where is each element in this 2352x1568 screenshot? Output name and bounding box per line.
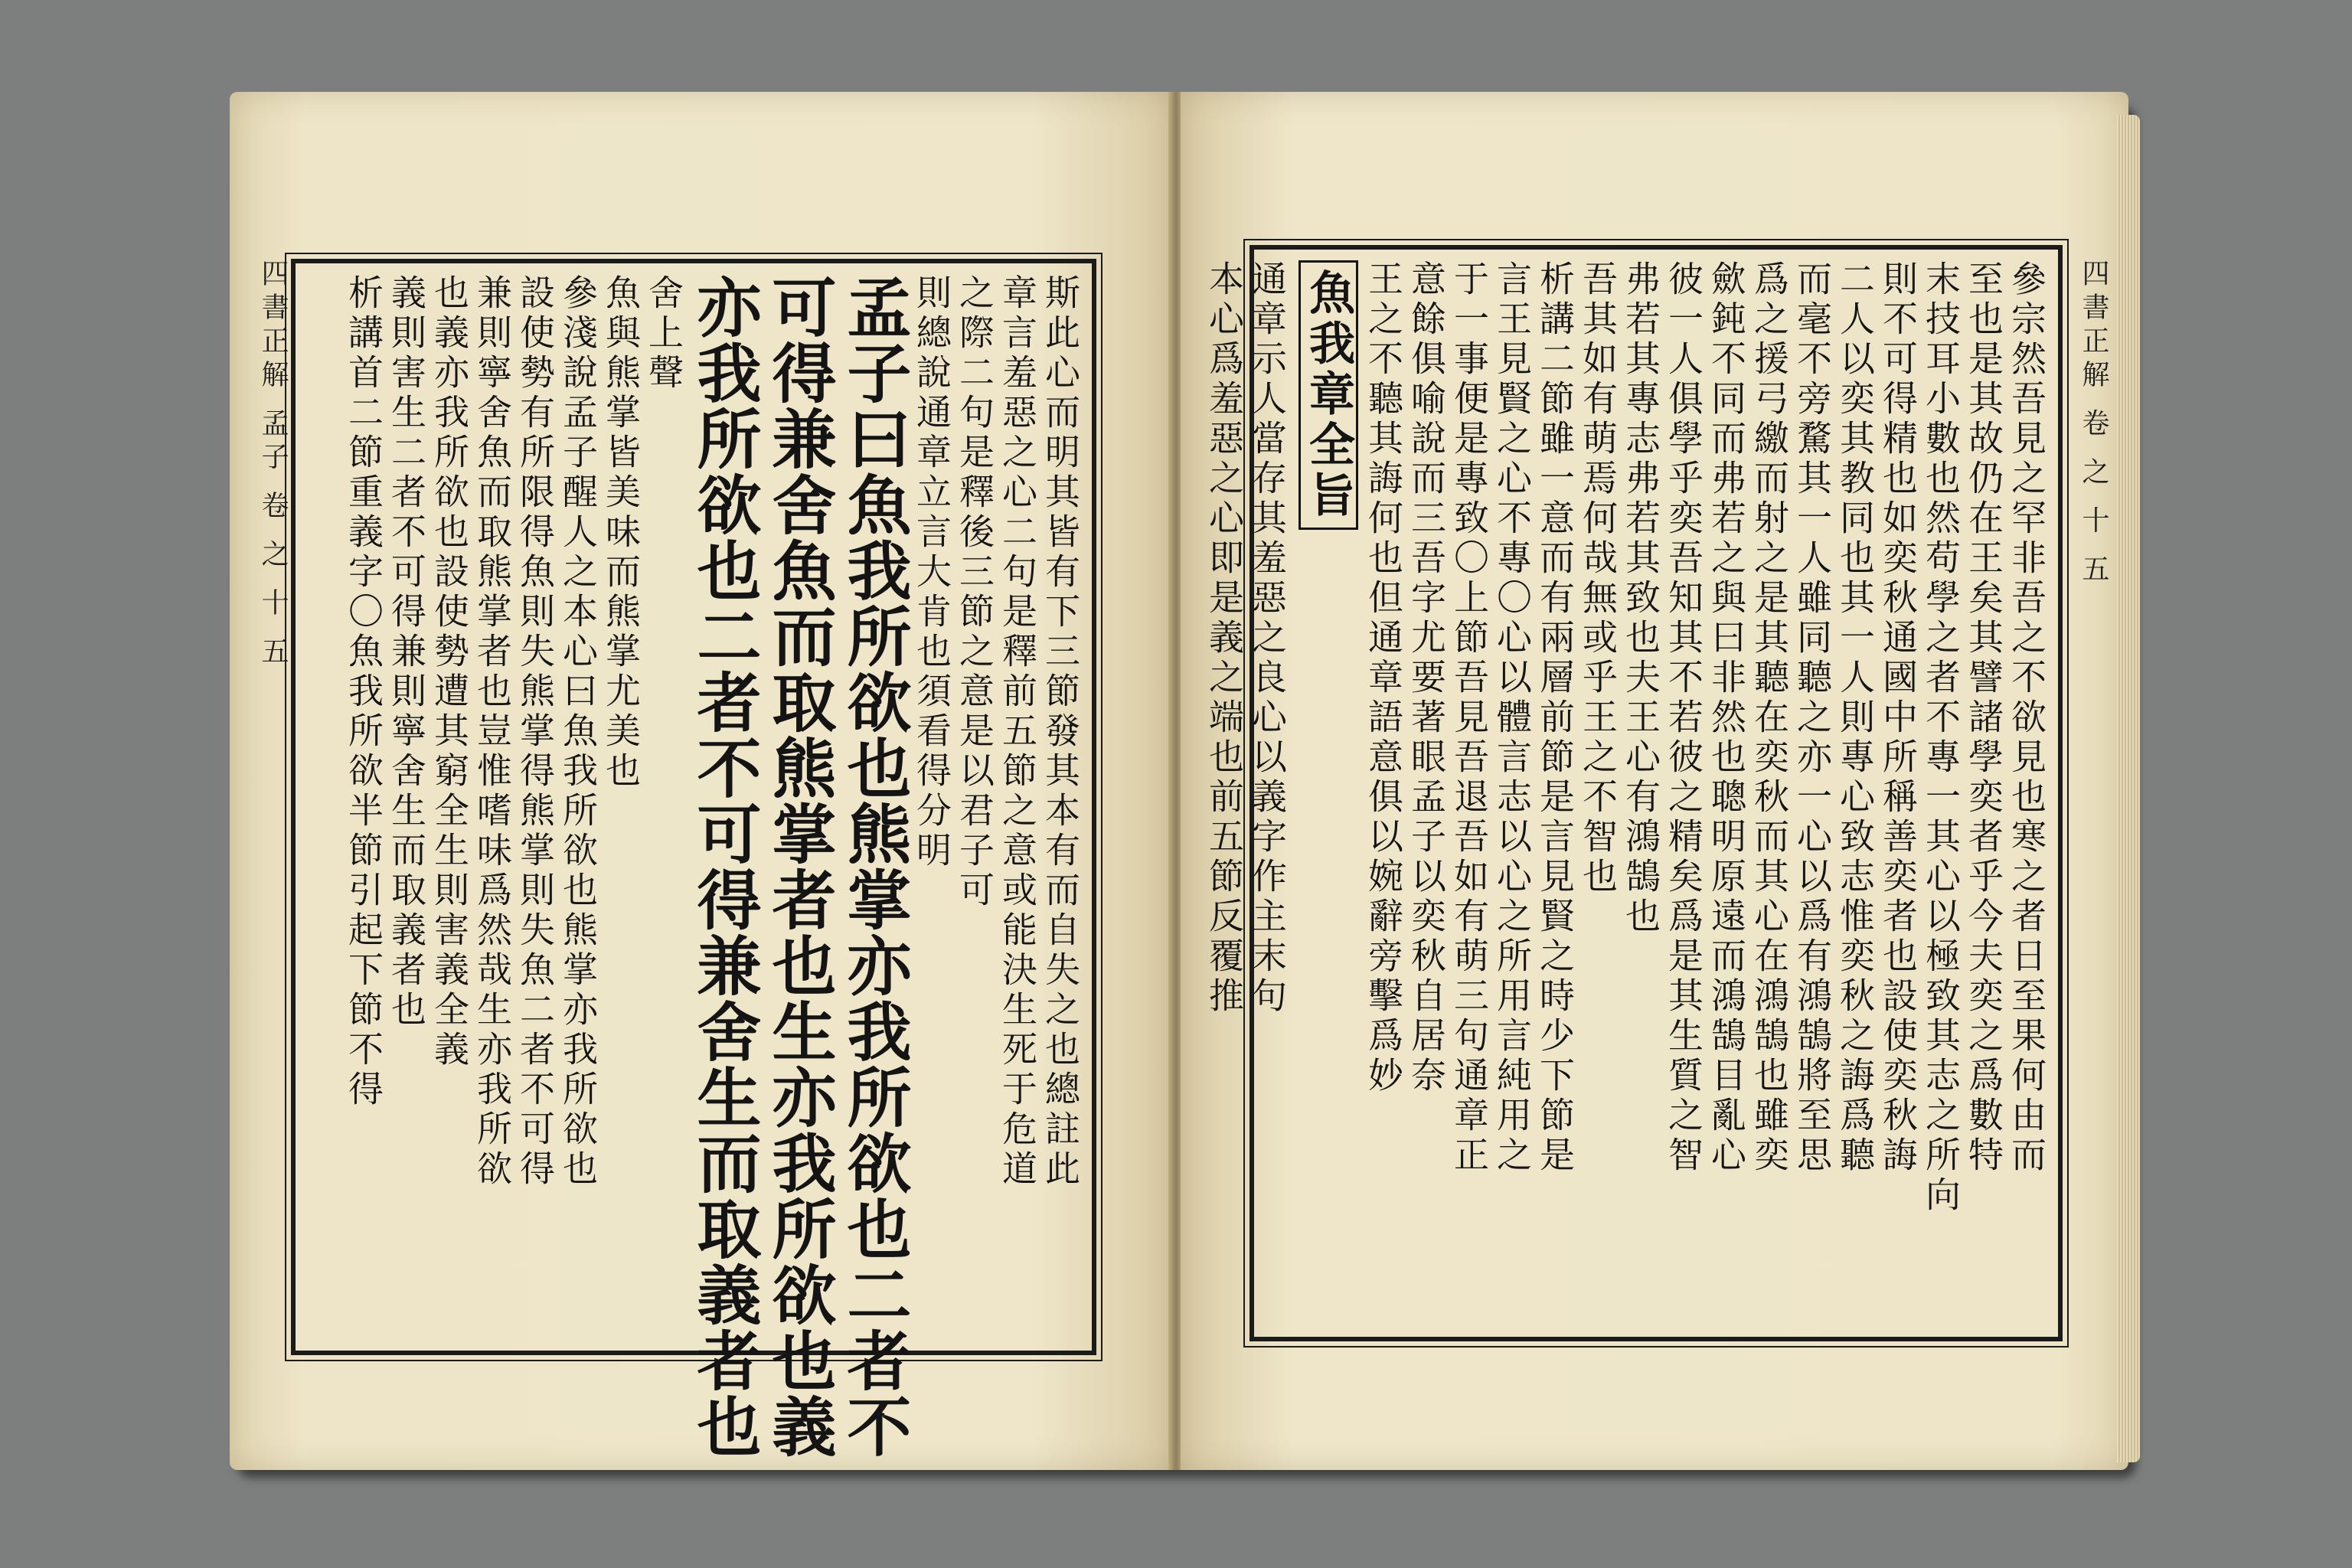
text-column: 可得兼舍魚而取熊掌者也生亦我所欲也義 bbox=[762, 274, 838, 1459]
text-column: 析講二節雖一意而有兩層前節是言見賢之時少下節是 bbox=[1534, 260, 1576, 1176]
text-column: 弗若其專志弗若其致也夫王心有鴻鵠也 bbox=[1620, 260, 1661, 937]
text-column: 兼則寧舍魚而取熊掌者也豈惟嗜味爲然哉生亦我所欲 bbox=[472, 274, 513, 1190]
text-column: 彼一人俱學乎奕吾知其不若彼之精矣爲是其生質之智 bbox=[1663, 260, 1704, 1176]
text-column: 參淺說孟子醒人之本心曰魚我所欲也熊掌亦我所欲也 bbox=[557, 274, 599, 1190]
text-column: 斯此心而明其皆有下三節發其本有而自失之也總註此 bbox=[1040, 274, 1081, 1190]
open-book bbox=[230, 92, 2128, 1462]
text-column: 設使勢有所限得魚則失熊掌得熊掌則失魚二者不可得 bbox=[514, 274, 556, 1190]
text-column: 本心爲羞惡之心即是義之端也前五節反覆推 bbox=[1204, 260, 1245, 1017]
text-column: 歛鈍不同而弗若之與曰非然也聰明原遠而鴻鵠目亂心 bbox=[1706, 260, 1747, 1176]
text-column: 于一事便是專致〇上節吾見吾退吾如有萌三句通章正 bbox=[1449, 260, 1490, 1176]
text-column: 孟子曰魚我所欲也熊掌亦我所欲也二者不 bbox=[837, 274, 913, 1459]
text-column: 參宗然吾見之罕非吾之不欲見也寒之者日至果何由而 bbox=[2006, 260, 2047, 1176]
right-margin-label: 四書正解 卷 之 十 五 bbox=[2078, 259, 2109, 588]
text-column: 至也是其故仍在王矣其譬諸學奕者乎今夫奕之爲數特 bbox=[1963, 260, 2004, 1176]
text-column: 而毫不旁騖其一人雖同聽之亦一心以爲有鴻鵠將至思 bbox=[1792, 260, 1833, 1176]
text-column: 王之不聽其誨何也但通章語意俱以婉辭旁擊爲妙 bbox=[1363, 260, 1404, 1096]
text-column: 言王見賢之心不專〇心以體言志以心之所用言純用之 bbox=[1491, 260, 1533, 1176]
left-text-frame bbox=[291, 259, 1096, 1459]
right-page bbox=[1181, 92, 2128, 1470]
text-column: 析講首二節重義字〇魚我所欲半節引起下節不得 bbox=[343, 274, 384, 1110]
text-column: 亦我所欲也二者不可得兼舍生而取義者也 bbox=[687, 274, 763, 1459]
text-column: 也義亦我所欲也設使勢遭其窮全生則害義全義 bbox=[429, 274, 470, 1070]
text-column: 吾其如有萌焉何哉無或乎王之不智也 bbox=[1577, 260, 1619, 897]
text-column: 二人以奕其教同也其一人則專心致志惟奕秋之誨爲聽 bbox=[1834, 260, 1876, 1176]
text-column: 意餘俱喻說而三吾字尤要著眼孟子以奕秋自居奈 bbox=[1406, 260, 1447, 1096]
text-column: 通章示人當存其羞惡之良心以義字作主末句 bbox=[1246, 260, 1288, 1017]
text-column: 義則害生二者不可得兼則寧舍生而取義者也 bbox=[386, 274, 427, 1031]
text-column: 末技耳小數也然苟學之者不專一其心以極致其志之所向 bbox=[1920, 260, 1962, 1216]
text-column: 之際二句是釋後三節之意是以君子可 bbox=[954, 274, 995, 911]
text-column: 章言羞惡之心二句是釋前五節之意或能決生死于危道 bbox=[997, 274, 1038, 1190]
text-column: 舍上聲 bbox=[643, 274, 684, 394]
page-edges bbox=[2117, 115, 2140, 1462]
text-column: 則不可得精也如奕秋通國中所稱善奕者也設使奕秋誨 bbox=[1877, 260, 1919, 1176]
right-text-frame bbox=[1204, 245, 2063, 1341]
right-text-columns bbox=[1204, 260, 2047, 1326]
text-column: 魚與熊掌皆美味而熊掌尤美也 bbox=[600, 274, 642, 792]
text-column: 爲之援弓繳而射之是其聽在奕秋而其心在鴻鵠也雖奕 bbox=[1749, 260, 1790, 1176]
chapter-heading bbox=[1298, 260, 1358, 1326]
chapter-heading-text: 魚我章全旨 bbox=[1298, 260, 1358, 530]
text-column: 則總說通章立言大肯也須看得分明 bbox=[911, 274, 952, 871]
left-margin-label: 四書正解 孟子 卷 之 十 五 bbox=[257, 259, 289, 671]
left-page bbox=[230, 92, 1171, 1470]
left-text-columns bbox=[309, 274, 1081, 1459]
